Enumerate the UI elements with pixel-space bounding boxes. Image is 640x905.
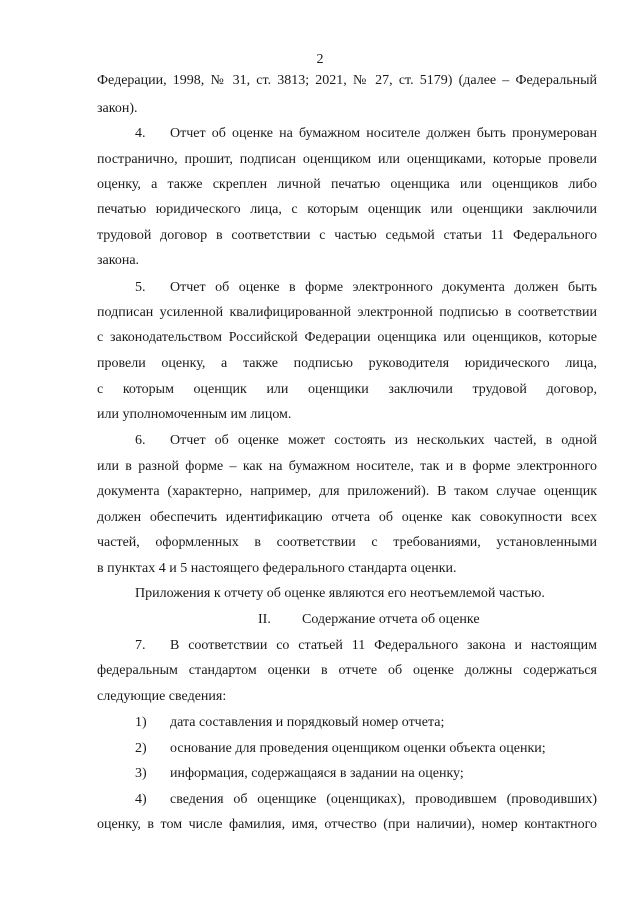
paragraph-number: 5. [135, 280, 146, 295]
list-item: информация, содержащаяся в задании на оценку; [170, 766, 464, 781]
text-line: документа (характерно, например, для приложений). В таком случае оценщик [97, 484, 597, 499]
text-line: закон). [97, 101, 138, 116]
list-item-number: 4) [135, 792, 147, 807]
paragraph-number: 6. [135, 433, 146, 448]
text-line: с законодательством Российской Федерации оценщика или оценщиков, которые [97, 330, 597, 345]
list-item-number: 1) [135, 715, 147, 730]
text-line: подписан усиленной квалифицированной электронной подписью в соответствии [97, 305, 597, 320]
text-line: трудовой договор в соответствии с частью седьмой статьи 11 Федерального [97, 228, 597, 243]
text-line: Отчет об оценке в форме электронного документа должен быть [170, 280, 597, 295]
list-item: сведения об оценщике (оценщиках), проводившем (проводивших) [170, 792, 597, 807]
text-line: В соответствии со статьей 11 Федерального закона и настоящим [170, 638, 597, 653]
text-line: частей, оформленных в соответствии с требованиями, установленными [97, 535, 597, 550]
text-line: или в разной форме – как на бумажном носителе, так и в форме электронного [97, 459, 597, 474]
text-line: Отчет об оценке может состоять из нескольких частей, в одной [170, 433, 597, 448]
text-line: оценку, а также скреплен личной печатью оценщика или оценщиков либо [97, 177, 597, 192]
section-number: II. [258, 612, 271, 627]
list-item: дата составления и порядковый номер отчета; [170, 715, 445, 730]
paragraph-number: 4. [135, 126, 146, 141]
text-line: федеральным стандартом оценки в отчете об оценке должны содержаться [97, 663, 597, 678]
page-number: 2 [316, 52, 324, 67]
text-line: следующие сведения: [97, 689, 227, 704]
text-line: печатью юридического лица, с которым оценщик или оценщики заключили [97, 202, 597, 217]
text-line: Федерации, 1998, № 31, ст. 3813; 2021, № 27, ст. 5179) (далее – Федеральный [97, 73, 597, 88]
text-line: должен обеспечить идентификацию отчета об оценке как совокупности всех [97, 510, 597, 525]
text-line: провели оценку, а также подписью руководителя юридического лица, [97, 356, 597, 371]
text-line: в пунктах 4 и 5 настоящего федерального стандарта оценки. [97, 561, 457, 576]
list-item-number: 2) [135, 741, 147, 756]
text-line: Приложения к отчету об оценке являются его неотъемлемой частью. [135, 586, 545, 601]
text-line: оценку, в том числе фамилия, имя, отчество (при наличии), номер контактного [97, 817, 597, 832]
text-line: закона. [97, 253, 140, 268]
list-item: основание для проведения оценщиком оценки объекта оценки; [170, 741, 546, 756]
text-line: постранично, прошит, подписан оценщиком или оценщиками, которые провели [97, 152, 597, 167]
text-line: или уполномоченным им лицом. [97, 407, 292, 422]
text-line: Отчет об оценке на бумажном носителе должен быть пронумерован [170, 126, 597, 141]
list-item-number: 3) [135, 766, 147, 781]
text-line: с которым оценщик или оценщики заключили трудовой договор, [97, 382, 597, 397]
section-title: Содержание отчета об оценке [302, 612, 480, 627]
paragraph-number: 7. [135, 638, 146, 653]
